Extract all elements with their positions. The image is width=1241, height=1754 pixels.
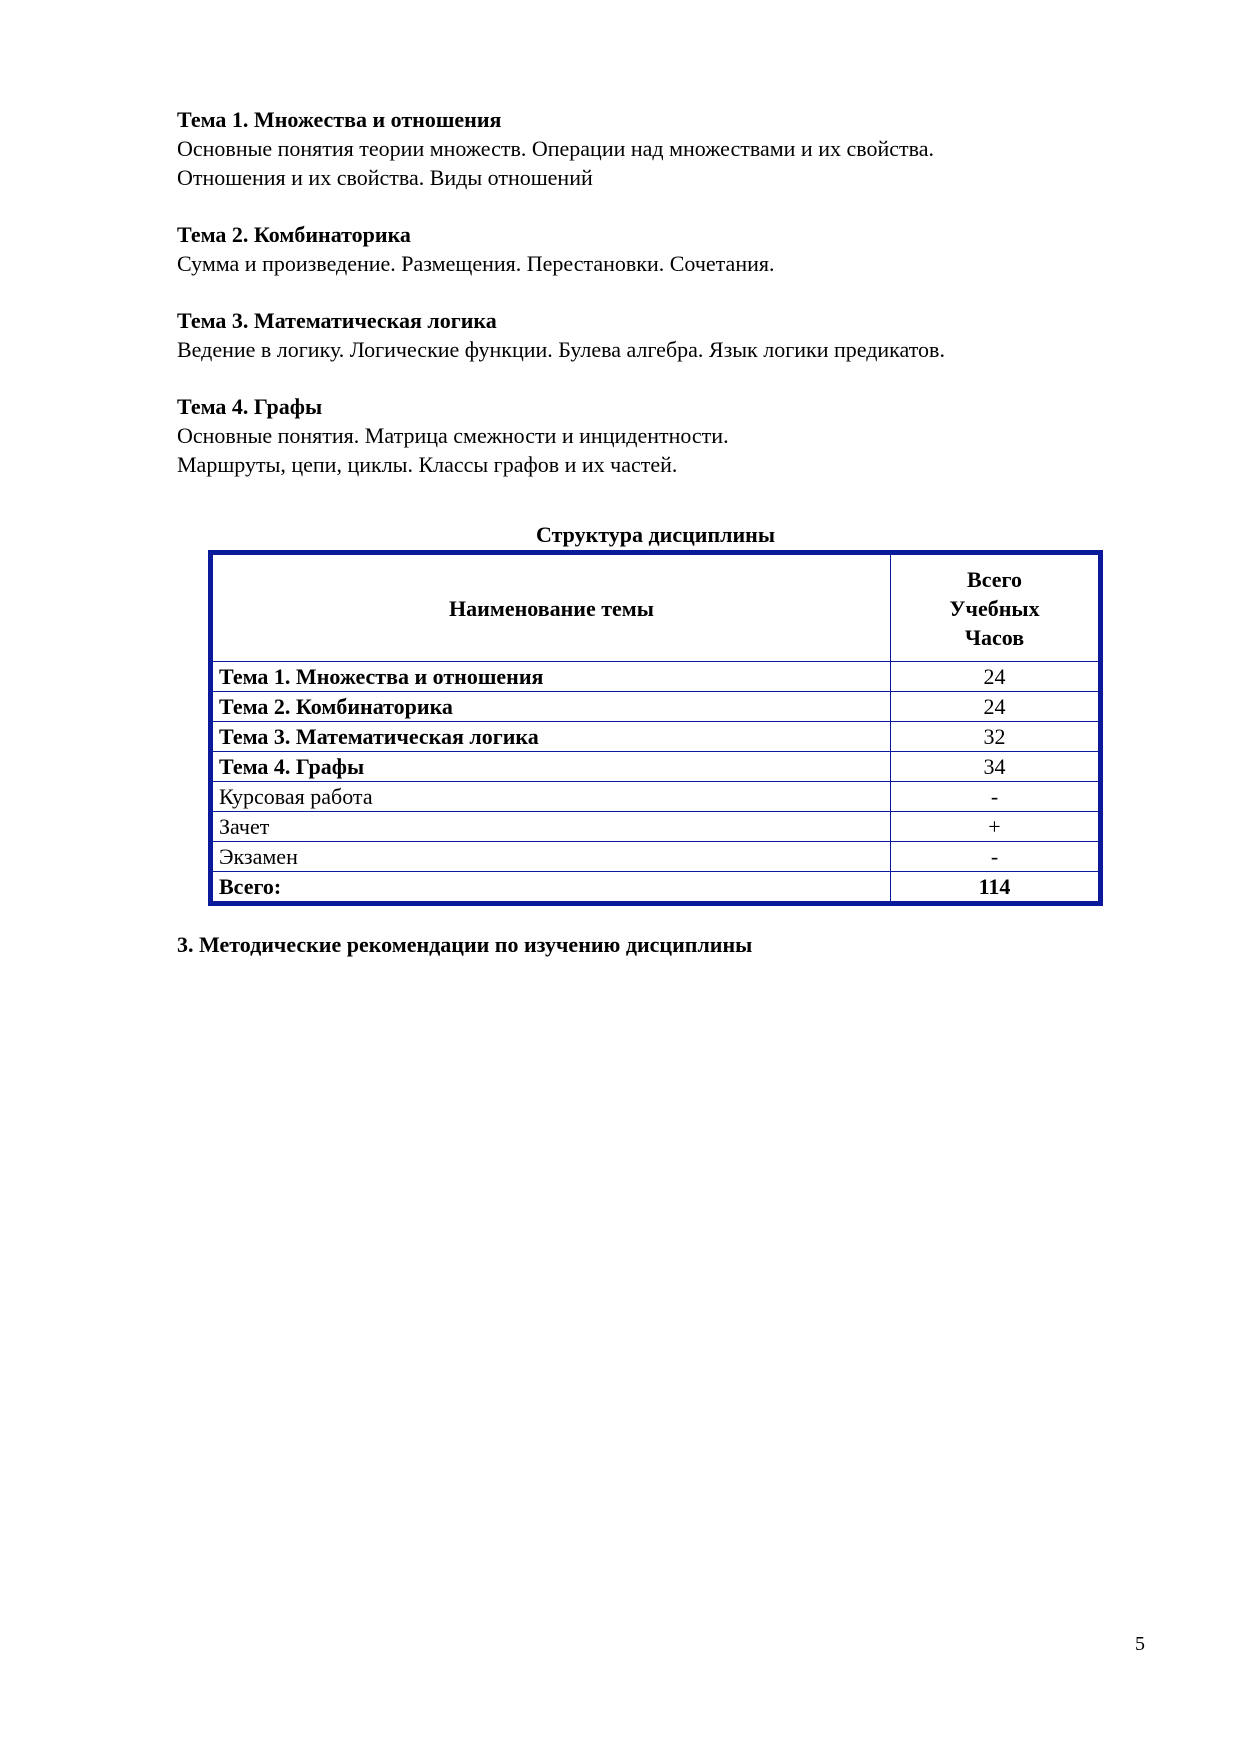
row-hours: - bbox=[891, 842, 1099, 872]
table-header-row bbox=[213, 555, 1098, 662]
topic-title: Тема 2. Комбинаторика bbox=[177, 222, 411, 247]
row-topic-name: Тема 2. Комбинаторика bbox=[213, 692, 891, 722]
row-hours: 24 bbox=[891, 662, 1099, 692]
table-row bbox=[213, 842, 1098, 872]
row-topic-name: Курсовая работа bbox=[213, 782, 891, 812]
topic-4 bbox=[177, 392, 1137, 479]
row-topic-name: Тема 1. Множества и отношения bbox=[213, 662, 891, 692]
header-hours-line: Всего bbox=[967, 566, 1022, 592]
structure-table-frame bbox=[208, 550, 1103, 906]
topic-description-line: Маршруты, цепи, циклы. Классы графов и их частей. bbox=[177, 452, 678, 477]
table-row bbox=[213, 662, 1098, 692]
total-hours: 114 bbox=[891, 872, 1099, 902]
topic-description-line: Сумма и произведение. Размещения. Перестановки. Сочетания. bbox=[177, 251, 775, 276]
header-hours-line: Учебных bbox=[949, 595, 1040, 621]
table-total-row bbox=[213, 872, 1098, 902]
table-row bbox=[213, 692, 1098, 722]
page-number: 5 bbox=[1135, 1633, 1145, 1655]
structure-table bbox=[213, 555, 1098, 901]
row-topic-name: Зачет bbox=[213, 812, 891, 842]
row-topic-name: Тема 4. Графы bbox=[213, 752, 891, 782]
topic-title: Тема 4. Графы bbox=[177, 394, 323, 419]
table-row bbox=[213, 722, 1098, 752]
topic-title: Тема 3. Математическая логика bbox=[177, 308, 497, 333]
row-hours: 32 bbox=[891, 722, 1099, 752]
topic-2 bbox=[177, 220, 1137, 278]
row-hours: - bbox=[891, 782, 1099, 812]
row-hours: 34 bbox=[891, 752, 1099, 782]
header-topic-name: Наименование темы bbox=[213, 555, 891, 662]
topic-3 bbox=[177, 306, 1137, 364]
header-hours-line: Часов bbox=[964, 624, 1025, 650]
topic-description-line: Отношения и их свойства. Виды отношений bbox=[177, 165, 593, 190]
row-hours: 24 bbox=[891, 692, 1099, 722]
table-row bbox=[213, 812, 1098, 842]
header-total-hours bbox=[891, 555, 1099, 662]
topic-description-line: Основные понятия теории множеств. Операции над множествами и их свойства. bbox=[177, 136, 934, 161]
topic-description-line: Основные понятия. Матрица смежности и инцидентности. bbox=[177, 423, 729, 448]
row-topic-name: Тема 3. Математическая логика bbox=[213, 722, 891, 752]
row-hours: + bbox=[891, 812, 1099, 842]
topic-title: Тема 1. Множества и отношения bbox=[177, 107, 502, 132]
table-row bbox=[213, 752, 1098, 782]
table-row bbox=[213, 782, 1098, 812]
row-topic-name: Экзамен bbox=[213, 842, 891, 872]
total-label: Всего: bbox=[213, 872, 891, 902]
table-caption: Структура дисциплины bbox=[535, 522, 775, 547]
topic-1 bbox=[177, 105, 1137, 192]
topic-description-line: Ведение в логику. Логические функции. Булева алгебра. Язык логики предикатов. bbox=[177, 337, 945, 362]
section-heading: 3. Методические рекомендации по изучению дисциплины bbox=[177, 932, 753, 957]
